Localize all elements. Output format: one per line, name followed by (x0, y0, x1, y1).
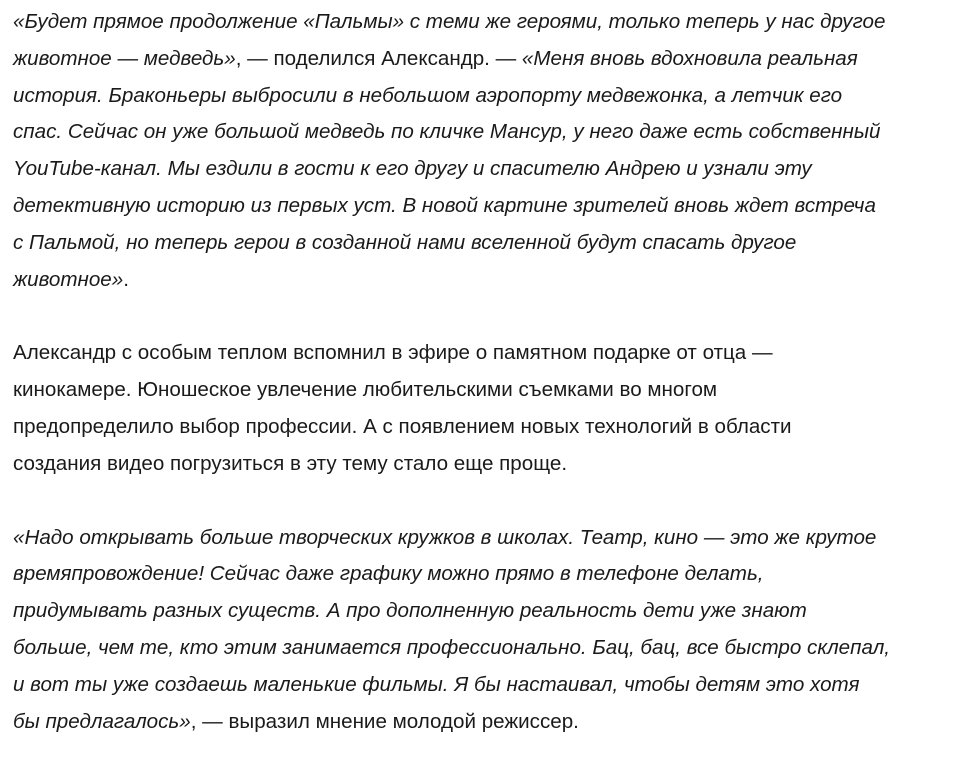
quote-text: «Будет прямое продолжение «Пальмы» с теми же героями, только теперь у нас другое (13, 10, 886, 33)
quote-text: с Пальмой, но теперь герои в созданной нами вселенной будут спасать другое (13, 230, 797, 254)
text-line (13, 335, 948, 372)
quote-text: бы предлагалось» (13, 709, 191, 733)
text-line (13, 667, 948, 704)
text-line (13, 704, 948, 741)
quote-text: больше, чем те, кто этим занимается профессионально. Бац, бац, все быстро склепал, (13, 635, 891, 659)
text-line (13, 556, 948, 593)
body-text: , — выразил мнение молодой режиссер. (190, 709, 579, 733)
text-line (13, 630, 948, 667)
text-line (13, 520, 948, 557)
paragraph-quote-sequel (13, 4, 948, 298)
quote-text: «Меня вновь вдохновила реальная (521, 46, 858, 70)
text-line (13, 225, 948, 262)
quote-text: и вот ты уже создаешь маленькие фильмы. Я бы настаивал, чтобы детям это хотя (13, 672, 860, 696)
body-text: , — поделился Александр. — (235, 46, 522, 70)
text-line (13, 446, 948, 483)
quote-text: животное» (13, 267, 124, 291)
quote-text: спас. Сейчас он уже большой медведь по кличке Мансур, у него даже есть собственный (13, 120, 881, 144)
body-text: Александр с особым теплом вспомнил в эфире о памятном подарке от отца — (13, 341, 773, 365)
quote-text: придумывать разных существ. А про дополненную реальность дети уже знают (13, 599, 807, 623)
text-line (13, 409, 948, 446)
article-body (13, 4, 948, 740)
text-line (13, 262, 948, 299)
paragraph-camera-gift (13, 335, 948, 482)
quote-text: «Надо открывать больше творческих кружков в школах. Театр, кино — это же крутое (13, 525, 877, 549)
quote-text: YouTube-канал. Мы ездили в гости к его другу и спасителю Андрею и узнали эту (13, 157, 812, 181)
text-line (13, 151, 948, 188)
text-line (13, 188, 948, 225)
text-line (13, 114, 948, 151)
text-line (13, 41, 948, 78)
text-line (13, 4, 948, 41)
quote-text: животное — медведь» (13, 46, 236, 70)
paragraph-quote-creative-clubs (13, 520, 948, 741)
body-text: создания видео погрузиться в эту тему стало еще проще. (13, 451, 568, 475)
body-text: кинокамере. Юношеское увлечение любительскими съемками во многом (13, 378, 718, 402)
body-text: предопределило выбор профессии. А с появлением новых технологий в области (13, 414, 792, 438)
body-text: . (123, 267, 129, 291)
quote-text: история. Браконьеры выбросили в небольшом аэропорту медвежонка, а летчик его (13, 83, 843, 107)
quote-text: детективную историю из первых уст. В новой картине зрителей вновь ждет встреча (13, 193, 876, 217)
text-line (13, 372, 948, 409)
text-line (13, 78, 948, 115)
quote-text: времяпровождение! Сейчас даже графику можно прямо в телефоне делать, (13, 562, 764, 586)
text-line (13, 593, 948, 630)
